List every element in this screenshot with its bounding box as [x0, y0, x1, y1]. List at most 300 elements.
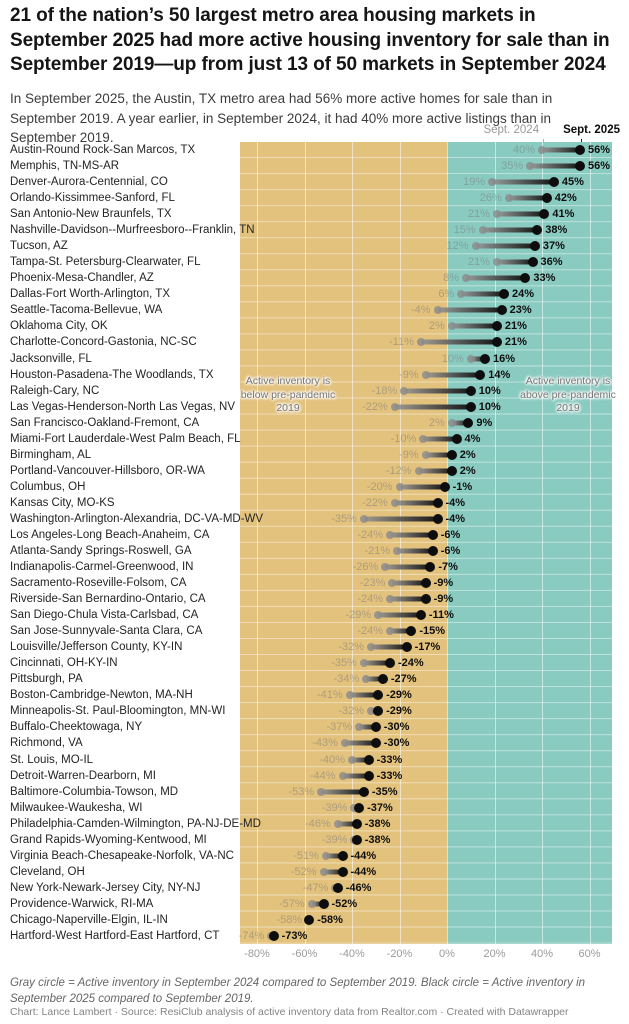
- sept-2024-point: [391, 403, 399, 411]
- sept-2025-value-label: -7%: [438, 561, 458, 574]
- sept-2024-value-label: -9%: [399, 368, 419, 381]
- sept-2025-point: [492, 321, 502, 331]
- sept-2025-value-label: -4%: [445, 512, 466, 525]
- annotation-above-pre-pandemic: Active inventory is above pre-pandemic 2019: [520, 375, 616, 415]
- sept-2025-value-label: 10%: [478, 400, 501, 413]
- sept-2024-value-label: -58%: [276, 913, 303, 926]
- dumbbell-connector: [497, 212, 545, 217]
- dumbbell-connector: [461, 292, 504, 297]
- sept-2024-point: [422, 451, 430, 459]
- metro-label: Philadelphia-Camden-Wilmington, PA-NJ-DE-MD: [10, 817, 261, 830]
- sept-2025-point: [373, 706, 383, 716]
- sept-2024-value-label: -51%: [293, 849, 319, 862]
- sept-2025-point: [359, 787, 369, 797]
- sept-2024-point: [479, 226, 487, 234]
- chart-row: [0, 495, 629, 511]
- sept-2025-point: [333, 883, 343, 893]
- chart-row: [0, 334, 629, 350]
- dumbbell-connector: [321, 789, 364, 794]
- chart-description: In September 2025, the Austin, TX metro area had 56% more active homes for sale than in September 2019. A year earlier, in September 2024, it had 40% more active listings than in September 2019.: [10, 91, 553, 146]
- metro-label: Chicago-Naperville-Elgin, IL-IN: [10, 913, 168, 926]
- sept-2025-value-label: -24%: [398, 657, 424, 670]
- metro-label: Cleveland, OH: [10, 865, 85, 878]
- sept-2024-point: [493, 210, 501, 218]
- sept-2024-point: [388, 579, 396, 587]
- sept-2025-point: [425, 562, 435, 572]
- chart-row: [0, 607, 629, 623]
- sept-2025-value-label: -17%: [414, 641, 441, 654]
- sept-2025-value-label: -9%: [433, 577, 454, 590]
- chart-row: [0, 142, 629, 158]
- metro-label: Birmingham, AL: [10, 448, 92, 461]
- sept-2024-value-label: -34%: [333, 673, 360, 686]
- metro-label: Milwaukee-Waukesha, WI: [10, 801, 143, 814]
- sept-2024-value-label: 2%: [428, 416, 445, 429]
- sept-2024-point: [346, 691, 354, 699]
- sept-2025-value-label: -6%: [440, 545, 461, 558]
- x-axis-tick-label: -80%: [244, 948, 270, 960]
- sept-2025-point: [354, 803, 364, 813]
- dumbbell-connector: [483, 228, 538, 233]
- sept-2024-value-label: -21%: [364, 545, 391, 558]
- chart-row: [0, 703, 629, 719]
- chart-row: [0, 864, 629, 880]
- footnote: Gray circle = Active inventory in September 2024 compared to September 2019. Black circle = Active inventory in September 2025 compared to September 2019.: [10, 977, 586, 1005]
- metro-label: Portland-Vancouver-Hillsboro, OR-WA: [10, 464, 205, 477]
- sept-2024-point: [360, 515, 368, 523]
- legend-sept-2025-label: Sept. 2025: [563, 124, 620, 136]
- metro-label: Boston-Cambridge-Newton, MA-NH: [10, 689, 193, 702]
- sept-2024-value-label: -11%: [389, 336, 414, 349]
- dumbbell-connector: [385, 565, 430, 570]
- chart-row: [0, 912, 629, 928]
- sept-2024-point: [360, 659, 368, 667]
- dumbbell-connector: [395, 404, 471, 409]
- chart-row: [0, 816, 629, 832]
- metro-label: San Diego-Chula Vista-Carlsbad, CA: [10, 609, 199, 622]
- sept-2024-point: [434, 306, 442, 314]
- sept-2024-value-label: 8%: [443, 272, 459, 285]
- sept-2024-value-label: -35%: [331, 512, 357, 525]
- chart-row: [0, 415, 629, 431]
- chart-row: [0, 719, 629, 735]
- sept-2024-value-label: 10%: [441, 352, 464, 365]
- x-axis-tick-label: -20%: [386, 948, 413, 960]
- sept-2025-point: [402, 642, 412, 652]
- sept-2025-point: [499, 289, 509, 299]
- sept-2025-value-label: -44%: [350, 849, 377, 862]
- sept-2025-value-label: -29%: [386, 705, 412, 718]
- sept-2024-value-label: -18%: [371, 384, 398, 397]
- sept-2025-point: [269, 931, 279, 941]
- sept-2025-point: [433, 498, 443, 508]
- sept-2024-value-label: 35%: [501, 160, 524, 173]
- dumbbell-connector: [400, 484, 445, 489]
- sept-2024-value-label: -37%: [326, 721, 353, 734]
- metro-label: Miami-Fort Lauderdale-West Palm Beach, FL: [10, 432, 241, 445]
- sept-2024-point: [367, 643, 375, 651]
- metro-label: Orlando-Kissimmee-Sanford, FL: [10, 192, 175, 205]
- sept-2025-value-label: -37%: [367, 801, 393, 814]
- sept-2024-point: [362, 675, 370, 683]
- metro-label: Columbus, OH: [10, 480, 86, 493]
- sept-2025-value-label: -1%: [452, 480, 473, 493]
- sept-2025-value-label: -46%: [345, 881, 372, 894]
- sept-2025-point: [373, 690, 383, 700]
- sept-2025-point: [530, 241, 540, 251]
- metro-label: Oklahoma City, OK: [10, 320, 108, 333]
- sept-2025-value-label: 56%: [588, 144, 611, 157]
- metro-label: San Antonio-New Braunfels, TX: [10, 208, 172, 221]
- chart-row: [0, 687, 629, 703]
- dumbbell-connector: [438, 308, 502, 313]
- sept-2025-value-label: -33%: [376, 753, 403, 766]
- chart-row: [0, 206, 629, 222]
- metro-label: Austin-Round Rock-San Marcos, TX: [10, 144, 196, 157]
- chart-row: [0, 431, 629, 447]
- metro-label: Denver-Aurora-Centennial, CO: [10, 176, 168, 189]
- sept-2024-point: [448, 419, 456, 427]
- sept-2024-value-label: 26%: [479, 192, 502, 205]
- sept-2024-value-label: 12%: [446, 240, 469, 253]
- sept-2025-point: [542, 193, 552, 203]
- sept-2025-value-label: 21%: [504, 336, 527, 349]
- sept-2025-value-label: 41%: [552, 208, 575, 221]
- chart-row: [0, 639, 629, 655]
- sept-2025-value-label: -38%: [364, 833, 391, 846]
- sept-2025-value-label: 33%: [533, 272, 556, 285]
- sept-2025-point: [428, 530, 438, 540]
- sept-2024-value-label: -40%: [319, 753, 345, 766]
- chart-row: [0, 880, 629, 896]
- credit-line: Chart: Lance Lambert · Source: ResiClub analysis of active inventory data from Realtor.com · Created with Datawrapper: [10, 1006, 569, 1018]
- sept-2024-point: [419, 435, 427, 443]
- sept-2025-point: [406, 626, 416, 636]
- chart-row: [0, 591, 629, 607]
- sept-2025-point: [352, 835, 362, 845]
- sept-2024-value-label: -39%: [321, 833, 348, 846]
- chart-row: [0, 479, 629, 495]
- sept-2024-point: [417, 338, 425, 346]
- sept-2024-value-label: -26%: [352, 561, 379, 574]
- sept-2025-value-label: -4%: [445, 496, 466, 509]
- chart-row: [0, 800, 629, 816]
- sept-2024-point: [393, 547, 401, 555]
- chart-row: [0, 302, 629, 318]
- sept-2025-point: [475, 370, 485, 380]
- x-axis-tick-label: -60%: [291, 948, 318, 960]
- sept-2025-value-label: -27%: [390, 673, 417, 686]
- sept-2024-point: [355, 723, 363, 731]
- chart-row: [0, 511, 629, 527]
- chart-row: [0, 832, 629, 848]
- metro-label: San Jose-Sunnyvale-Santa Clara, CA: [10, 625, 203, 638]
- chart-row: [0, 351, 629, 367]
- dumbbell-connector: [426, 372, 481, 377]
- chart-row: [0, 447, 629, 463]
- chart-row: [0, 527, 629, 543]
- sept-2025-point: [452, 434, 462, 444]
- chart-row: [0, 623, 629, 639]
- sept-2024-value-label: -24%: [357, 625, 383, 638]
- sept-2024-value-label: -22%: [362, 400, 388, 413]
- chart-row: [0, 928, 629, 944]
- metro-label: Richmond, VA: [10, 737, 83, 750]
- chart-title: 21 of the nation’s 50 largest metro area housing markets in September 2025 had more active housing inventory for sale than in September 2019—up from just 13 of 50 markets in September 2024: [10, 5, 610, 76]
- sept-2025-point: [480, 354, 490, 364]
- chart-row: [0, 254, 629, 270]
- sept-2024-point: [467, 355, 475, 363]
- sept-2024-point: [334, 820, 342, 828]
- chart-row: [0, 238, 629, 254]
- sept-2024-point: [339, 772, 347, 780]
- sept-2024-value-label: -43%: [312, 737, 338, 750]
- sept-2024-point: [391, 499, 399, 507]
- metro-label: Raleigh-Cary, NC: [10, 384, 100, 397]
- sept-2025-point: [466, 402, 476, 412]
- sept-2025-point: [466, 386, 476, 396]
- chart-row: [0, 848, 629, 864]
- sept-2025-value-label: 21%: [504, 320, 527, 333]
- sept-2024-point: [317, 788, 325, 796]
- sept-2025-value-label: -38%: [364, 817, 391, 830]
- metro-label: Jacksonville, FL: [10, 352, 92, 365]
- metro-label: Detroit-Warren-Dearborn, MI: [10, 769, 156, 782]
- chart-row: [0, 896, 629, 912]
- sept-2024-value-label: -32%: [338, 641, 364, 654]
- sept-2024-point: [320, 868, 328, 876]
- sept-2025-point: [364, 771, 374, 781]
- metro-label: Houston-Pasadena-The Woodlands, TX: [10, 368, 214, 381]
- dumbbell-connector: [378, 613, 421, 618]
- sept-2024-value-label: -53%: [288, 785, 315, 798]
- sept-2024-point: [400, 387, 408, 395]
- sept-2025-value-label: 37%: [542, 240, 565, 253]
- sept-2025-point: [447, 466, 457, 476]
- sept-2024-point: [493, 258, 501, 266]
- sept-2024-point: [472, 242, 480, 250]
- dumbbell-connector: [452, 324, 497, 329]
- sept-2025-point: [304, 915, 314, 925]
- sept-2025-point: [492, 337, 502, 347]
- sept-2025-value-label: 45%: [561, 176, 584, 189]
- metro-label: Hartford-West Hartford-East Hartford, CT: [10, 929, 220, 942]
- sept-2024-value-label: -32%: [338, 705, 364, 718]
- x-axis-tick-label: 40%: [530, 948, 554, 960]
- sept-2025-value-label: -6%: [440, 528, 461, 541]
- dumbbell-connector: [476, 244, 535, 249]
- sept-2025-value-label: 2%: [459, 448, 476, 461]
- sept-2024-value-label: -74%: [238, 929, 265, 942]
- x-axis-tick-label: 20%: [483, 948, 506, 960]
- dumbbell-connector: [364, 516, 438, 521]
- sept-2024-point: [538, 146, 546, 154]
- chart-row: [0, 543, 629, 559]
- chart-row: [0, 174, 629, 190]
- sept-2024-point: [415, 467, 423, 475]
- chart-row: [0, 655, 629, 671]
- chart-row: [0, 463, 629, 479]
- sept-2024-point: [322, 852, 330, 860]
- sept-2024-point: [488, 178, 496, 186]
- dumbbell-connector: [404, 388, 471, 393]
- chart-row: [0, 286, 629, 302]
- sept-2025-point: [539, 209, 549, 219]
- chart-row: [0, 318, 629, 334]
- sept-2025-point: [532, 225, 542, 235]
- sept-2025-value-label: 36%: [540, 256, 563, 269]
- sept-2025-point: [385, 658, 395, 668]
- dumbbell-connector: [421, 340, 497, 345]
- sept-2025-point: [520, 273, 530, 283]
- sept-2024-point: [348, 756, 356, 764]
- metro-label: Louisville/Jefferson County, KY-IN: [10, 641, 183, 654]
- sept-2024-value-label: 2%: [428, 320, 445, 333]
- sept-2025-value-label: -52%: [331, 897, 358, 910]
- sept-2025-point: [463, 418, 473, 428]
- sept-2024-point: [457, 290, 465, 298]
- sept-2025-point: [371, 738, 381, 748]
- sept-2025-point: [319, 899, 329, 909]
- metro-label: Pittsburgh, PA: [10, 673, 83, 686]
- sept-2025-value-label: 9%: [476, 416, 493, 429]
- metro-label: San Francisco-Oakland-Fremont, CA: [10, 416, 200, 429]
- chart-row: [0, 575, 629, 591]
- sept-2024-point: [374, 611, 382, 619]
- sept-2024-point: [341, 739, 349, 747]
- sept-2024-value-label: -22%: [362, 496, 388, 509]
- chart-row: [0, 158, 629, 174]
- x-axis-tick-label: -40%: [339, 948, 365, 960]
- sept-2024-value-label: 21%: [467, 208, 490, 221]
- chart-row: [0, 784, 629, 800]
- metro-label: Grand Rapids-Wyoming-Kentwood, MI: [10, 833, 207, 846]
- legend: [483, 124, 620, 136]
- dumbbell-connector: [395, 500, 438, 505]
- sept-2025-value-label: -58%: [317, 913, 343, 926]
- metro-label: Tucson, AZ: [10, 240, 68, 253]
- metro-label: Riverside-San Bernardino-Ontario, CA: [10, 593, 206, 606]
- sept-2025-point: [371, 722, 381, 732]
- legend-sept-2024-label: Sept. 2024: [483, 124, 540, 136]
- sept-2025-point: [416, 610, 426, 620]
- metro-label: Indianapolis-Carmel-Greenwood, IN: [10, 561, 194, 574]
- sept-2025-value-label: 4%: [464, 432, 481, 445]
- sept-2024-point: [381, 563, 389, 571]
- dumbbell-connector: [466, 276, 525, 281]
- sept-2025-point: [549, 177, 559, 187]
- sept-2025-value-label: -15%: [419, 625, 446, 638]
- sept-2025-value-label: 16%: [493, 352, 516, 365]
- sept-2024-value-label: 40%: [512, 144, 535, 157]
- sept-2025-value-label: -33%: [376, 769, 403, 782]
- sept-2024-point: [526, 162, 534, 170]
- sept-2025-point: [364, 755, 374, 765]
- sept-2024-value-label: -24%: [357, 528, 383, 541]
- sept-2024-point: [386, 595, 394, 603]
- sept-2024-value-label: 21%: [467, 256, 490, 269]
- sept-2025-point: [378, 674, 388, 684]
- dumbbell-connector: [530, 164, 580, 169]
- sept-2025-value-label: -73%: [281, 929, 308, 942]
- sept-2025-value-label: -30%: [383, 721, 410, 734]
- sept-2024-value-label: -29%: [345, 609, 372, 622]
- chart-row: [0, 559, 629, 575]
- sept-2025-point: [352, 819, 362, 829]
- sept-2024-point: [386, 531, 394, 539]
- sept-2024-value-label: -52%: [290, 865, 317, 878]
- sept-2025-value-label: 23%: [509, 304, 532, 317]
- metro-label: Sacramento-Roseville-Folsom, CA: [10, 577, 187, 590]
- metro-label: Las Vegas-Henderson-North Las Vegas, NV: [10, 400, 236, 413]
- annotation-below-pre-pandemic: Active inventory is below pre-pandemic 2019: [240, 375, 336, 415]
- sept-2024-point: [386, 627, 394, 635]
- metro-label: Kansas City, MO-KS: [10, 496, 115, 509]
- sept-2024-value-label: -24%: [357, 593, 383, 606]
- metro-label: Los Angeles-Long Beach-Anaheim, CA: [10, 528, 210, 541]
- chart-row: [0, 735, 629, 751]
- sept-2024-point: [396, 483, 404, 491]
- sept-2025-point: [338, 851, 348, 861]
- sept-2024-value-label: 15%: [453, 224, 476, 237]
- chart-row: [0, 190, 629, 206]
- sept-2024-point: [422, 371, 430, 379]
- sept-2024-value-label: -4%: [410, 304, 431, 317]
- sept-2025-value-label: 38%: [545, 224, 568, 237]
- sept-2024-value-label: -23%: [359, 577, 386, 590]
- metro-label: Atlanta-Sandy Springs-Roswell, GA: [10, 545, 192, 558]
- x-axis-tick-label: 60%: [578, 948, 601, 960]
- x-axis-tick-label: 0%: [439, 948, 455, 960]
- sept-2025-value-label: 42%: [554, 192, 577, 205]
- metro-label: Minneapolis-St. Paul-Bloomington, MN-WI: [10, 705, 226, 718]
- sept-2025-point: [447, 450, 457, 460]
- metro-label: Tampa-St. Petersburg-Clearwater, FL: [10, 256, 201, 269]
- sept-2025-point: [421, 594, 431, 604]
- sept-2024-value-label: -12%: [385, 464, 412, 477]
- sept-2024-value-label: 19%: [463, 176, 486, 189]
- metro-label: Nashville-Davidson--Murfreesboro--Franklin, TN: [10, 224, 255, 237]
- dumbbell-connector: [492, 180, 554, 185]
- sept-2024-value-label: -10%: [390, 432, 417, 445]
- metro-label: Providence-Warwick, RI-MA: [10, 897, 154, 910]
- sept-2025-point: [421, 578, 431, 588]
- metro-label: Seattle-Tacoma-Bellevue, WA: [10, 304, 163, 317]
- metro-label: Cincinnati, OH-KY-IN: [10, 657, 118, 670]
- metro-label: Buffalo-Cheektowaga, NY: [10, 721, 143, 734]
- sept-2024-value-label: -35%: [331, 657, 357, 670]
- sept-2025-point: [433, 514, 443, 524]
- chart-row: [0, 222, 629, 238]
- chart-row: [0, 671, 629, 687]
- metro-label: St. Louis, MO-IL: [10, 753, 94, 766]
- sept-2024-point: [308, 900, 316, 908]
- sept-2024-value-label: -44%: [309, 769, 336, 782]
- metro-label: Charlotte-Concord-Gastonia, NC-SC: [10, 336, 197, 349]
- sept-2024-value-label: -41%: [316, 689, 343, 702]
- sept-2025-point: [338, 867, 348, 877]
- metro-label: Memphis, TN-MS-AR: [10, 160, 120, 173]
- metro-label: Virginia Beach-Chesapeake-Norfolk, VA-NC: [10, 849, 234, 862]
- dumbbell-connector: [390, 532, 433, 537]
- metro-label: Washington-Arlington-Alexandria, DC-VA-MD-WV: [10, 512, 264, 525]
- sept-2024-point: [505, 194, 513, 202]
- sept-2024-value-label: 6%: [438, 288, 455, 301]
- sept-2025-value-label: -9%: [433, 593, 454, 606]
- chart-row: [0, 768, 629, 784]
- sept-2024-value-label: -46%: [305, 817, 331, 830]
- metro-label: Phoenix-Mesa-Chandler, AZ: [10, 272, 154, 285]
